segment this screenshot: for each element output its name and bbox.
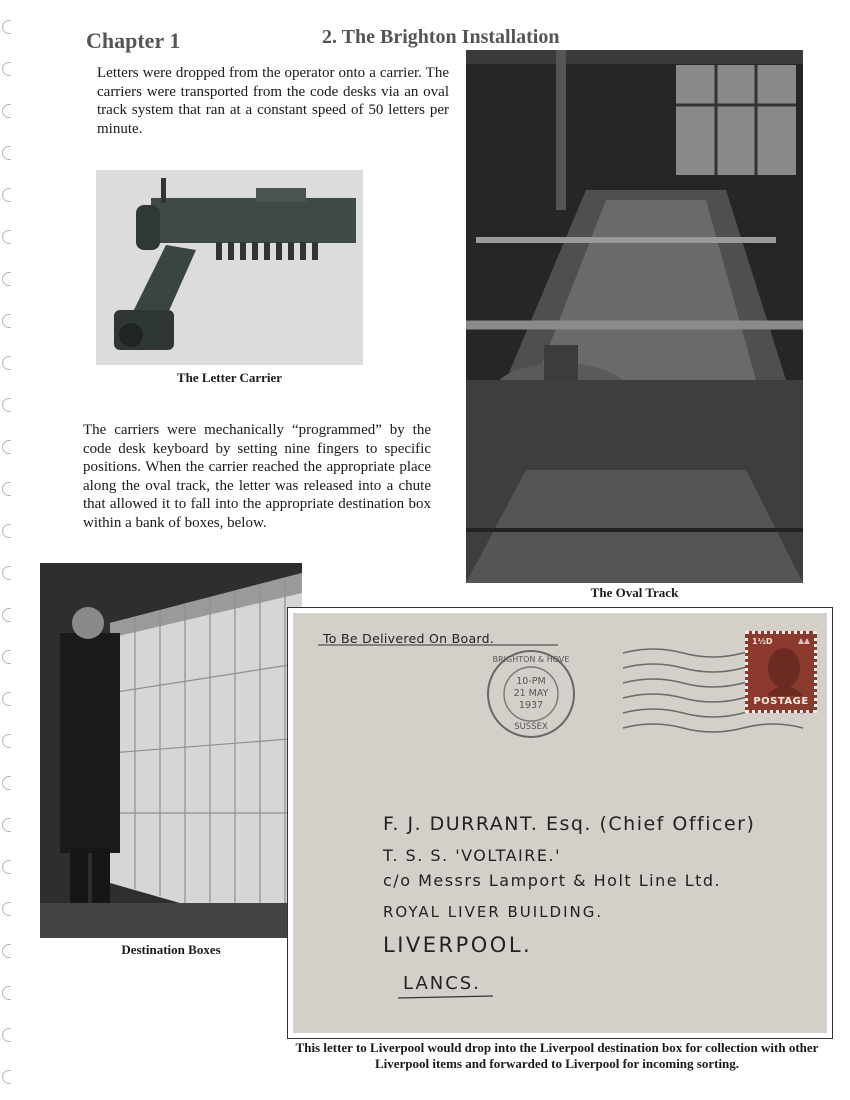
- envelope: [293, 613, 827, 1033]
- address-line-3: c/o Messrs Lamport & Holt Line Ltd.: [383, 871, 722, 890]
- chapter-heading: Chapter 1: [86, 28, 181, 53]
- destination-boxes-caption: Destination Boxes: [121, 942, 221, 957]
- address-line-5: LIVERPOOL.: [383, 933, 533, 957]
- section-title: 2. The Brighton Installation: [322, 26, 560, 48]
- postage-stamp: [745, 631, 817, 713]
- delivery-instruction: To Be Delivered On Board.: [323, 631, 495, 646]
- spiral-binding: [0, 0, 14, 1100]
- postmark-town: BRIGHTON & HOVE: [492, 655, 570, 664]
- envelope-frame: [287, 607, 833, 1039]
- postmark-date: 21 MAY: [513, 688, 549, 699]
- stamp-label: POSTAGE: [753, 696, 809, 707]
- stamp-value: 1½D: [752, 637, 773, 646]
- postmark-time: 10-PM: [516, 676, 546, 687]
- postmark: [485, 648, 577, 740]
- postmark-year: 1937: [518, 700, 544, 711]
- address-line-2: T. S. S. 'VOLTAIRE.': [383, 846, 561, 865]
- postmark-county: SUSSEX: [514, 722, 548, 732]
- intro-paragraph: Letters were dropped from the operator onto a carrier. The carriers were transported from the code desks via an oval track system that ran at a constant speed of 50 letters per minute.: [97, 65, 449, 137]
- letter-carrier-caption: The Letter Carrier: [176, 370, 283, 385]
- letter-carrier-photo: [96, 170, 363, 365]
- destination-boxes-photo: [40, 563, 302, 938]
- oval-track-photo: [466, 50, 803, 583]
- oval-track-caption: The Oval Track: [590, 585, 679, 600]
- letter-caption: This letter to Liverpool would drop into the Liverpool destination box for collection with other Liverpool items and forwarded to Liverpool for incoming sorting.: [295, 1040, 819, 1071]
- address-line-1: F. J. DURRANT. Esq. (Chief Officer): [383, 813, 756, 835]
- programming-paragraph: The carriers were mechanically “programmed” by the code desk keyboard by setting nine fingers to specific positions. When the carrier reached the appropriate place along the oval track, the letter was released into a chute that allowed it to fall into the appropriate destination box within a bank of boxes, below.: [83, 422, 431, 531]
- address-line-4: ROYAL LIVER BUILDING.: [383, 903, 604, 921]
- address-line-6: LANCS.: [403, 973, 481, 994]
